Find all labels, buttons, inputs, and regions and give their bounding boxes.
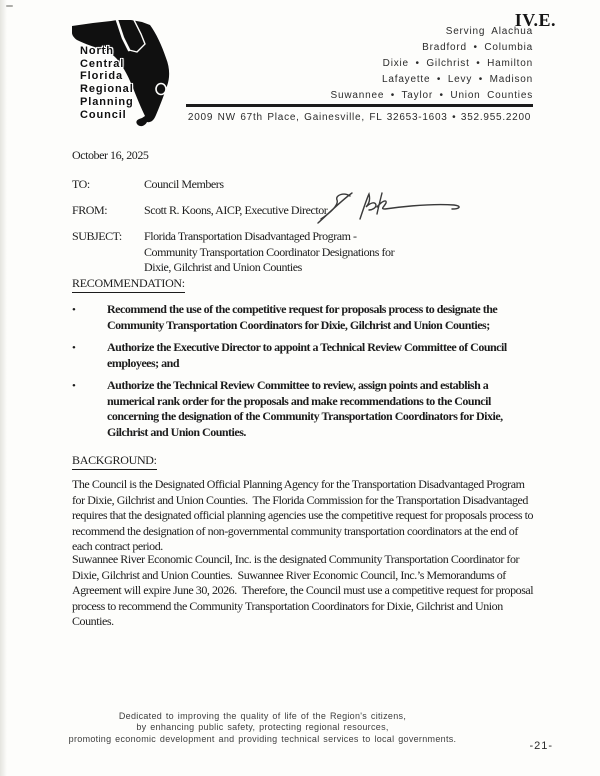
text-line: Gilchrist and Union Counties. — [107, 424, 246, 439]
bullet-marker: • — [72, 380, 76, 392]
text-line: requires that the designated official planning agencies use the competitive request for proposals process to — [72, 508, 534, 523]
text-line: Community Transportation Coordinator Designations for — [144, 244, 395, 259]
scan-edge-artifact — [0, 0, 7, 776]
text-line: Counties. — [72, 614, 114, 629]
text-line: The Council is the Designated Official Planning Agency for the Transportation Disadvantaged Program — [72, 477, 525, 491]
text-line: employees; and — [107, 355, 179, 370]
page-number: -21- — [529, 740, 553, 752]
text-line: Agreement will expire June 30, 2026. Therefore, the Council must use a competitive request for proposal — [72, 583, 534, 598]
logo-word: Regional — [80, 83, 134, 96]
text-line: process to recommend the Community Transportation Coordinators for Dixie, Gilchrist and Union — [72, 598, 503, 613]
text-line: Dixie, Gilchrist and Union Counties — [144, 260, 302, 275]
signature-scribble — [316, 186, 468, 226]
serving-line: Bradford • Columbia — [422, 42, 533, 53]
text-line: Dixie, Gilchrist and Union Counties. Suwannee River Economic Council, Inc.’s Memorandums of — [72, 567, 506, 582]
background-paragraph-1 — [72, 477, 552, 555]
from-value: Scott R. Koons, AICP, Executive Director — [144, 203, 328, 217]
logo-word: North — [80, 45, 114, 57]
footer-line: Dedicated to improving the quality of life of the Region's citizens, — [118, 711, 407, 721]
serving-line: Serving Alachua — [445, 26, 533, 37]
recommendation-heading: RECOMMENDATION: — [72, 276, 185, 293]
logo-word: Planning — [80, 95, 134, 108]
from-label: FROM: — [72, 203, 108, 217]
text-line: numerical rank order for the proposals and make recommendations to the Council — [107, 393, 491, 408]
logo-word: Central — [80, 57, 125, 70]
subject-value — [144, 229, 394, 276]
logo-word: Council — [80, 108, 127, 121]
address-line: 2009 NW 67th Place, Gainesville, FL 32653-1603 • 352.955.2200 — [187, 112, 532, 123]
text-line: Authorize the Executive Director to appoint a Technical Review Committee of Council — [107, 340, 507, 354]
scan-speck — [6, 5, 13, 7]
recommendation-bullet-3 — [72, 378, 552, 440]
serving-line: Lafayette • Levy • Madison — [382, 74, 533, 85]
serving-counties-list — [331, 24, 533, 104]
text-line: concerning the designation of the Community Transportation Coordinators for Dixie, — [107, 409, 503, 424]
recommendation-bullet-1 — [72, 302, 552, 333]
bullet-marker: • — [72, 342, 76, 354]
footer-line: promoting economic development and providing technical services to local governments. — [68, 733, 457, 744]
bullet-marker: • — [72, 304, 76, 316]
agenda-item-number: IV.E. — [514, 10, 556, 30]
subject-label: SUBJECT: — [72, 229, 122, 243]
footer-line: by enhancing public safety, protecting regional resources, — [136, 722, 389, 733]
serving-line: Suwannee • Taylor • Union Counties — [330, 90, 533, 101]
to-value: Council Members — [144, 177, 224, 191]
background-heading: BACKGROUND: — [72, 453, 157, 470]
text-line: Community Transportation Coordinators for Dixie, Gilchrist and Union Counties; — [107, 317, 490, 332]
logo-text — [80, 45, 134, 121]
text-line: recommend the designation of non-governmental community transportation coordinators at the end of — [72, 523, 518, 538]
recommendation-bullet-2 — [72, 340, 552, 371]
text-line: Florida Transportation Disadvantaged Program - — [144, 229, 357, 243]
text-line: each contract period. — [72, 539, 163, 554]
memo-date: October 16, 2025 — [72, 148, 149, 162]
footer-motto — [0, 711, 525, 745]
background-paragraph-2 — [72, 552, 552, 630]
logo-word: Florida — [80, 70, 123, 83]
serving-line: Dixie • Gilchrist • Hamilton — [382, 58, 533, 69]
to-label: TO: — [72, 177, 90, 191]
text-line: Recommend the use of the competitive request for proposals process to designate the — [107, 302, 498, 316]
text-line: Authorize the Technical Review Committee to review, assign points and establish a — [107, 378, 489, 392]
text-line: Suwannee River Economic Council, Inc. is the designated Community Transportation Coordinator for — [72, 552, 520, 566]
text-line: for Dixie, Gilchrist and Union Counties. The Florida Commission for the Transportation Disadvantaged — [72, 492, 528, 507]
header-rule — [186, 104, 533, 107]
